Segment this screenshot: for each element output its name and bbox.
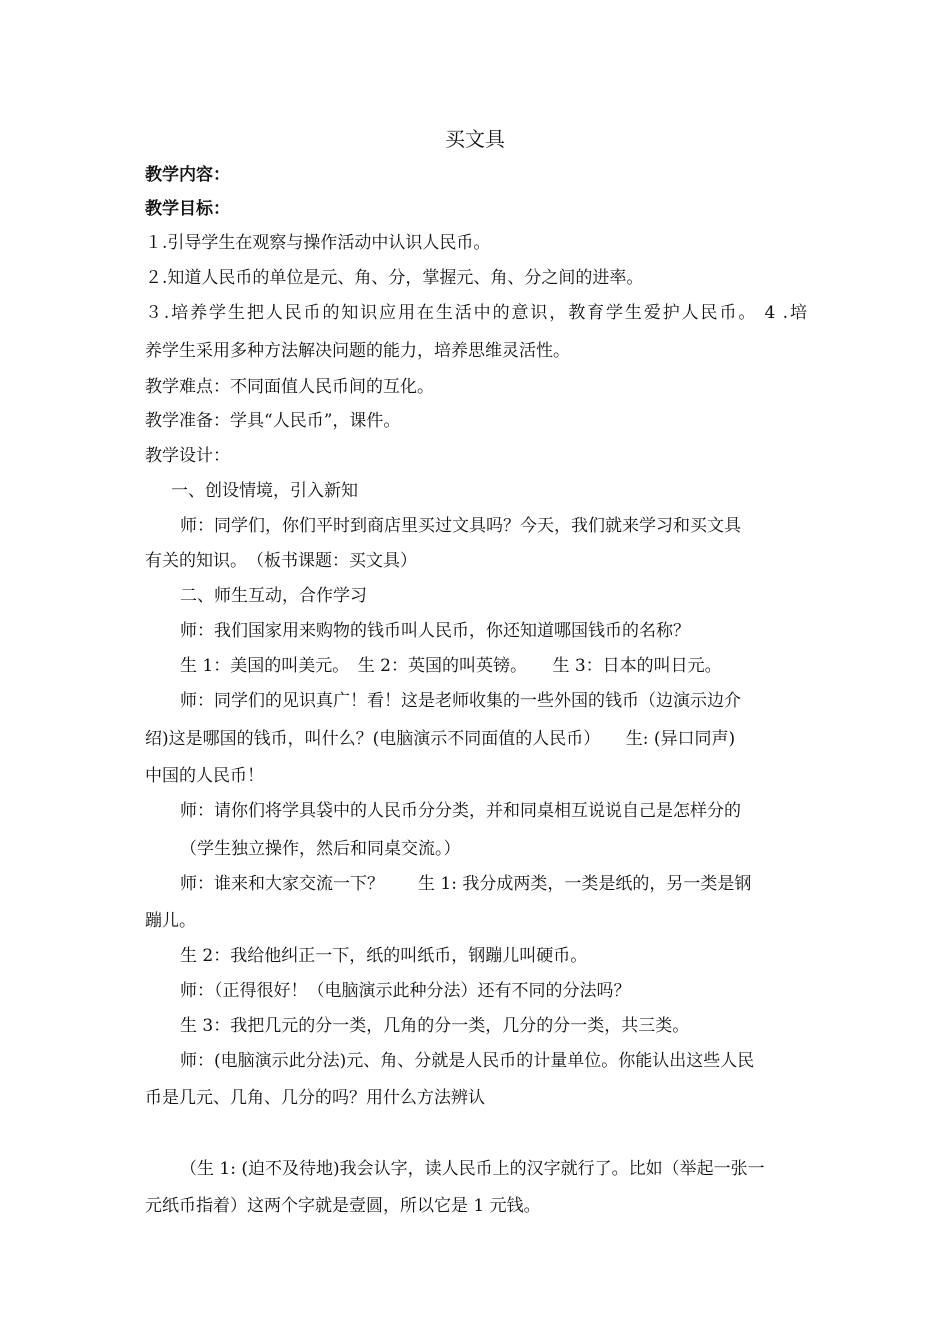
paragraph-1-line-1: 师：同学们，你们平时到商店里买过文具吗？今天，我们就来学习和买文具 [180,516,741,536]
goal-1: １.引导学生在观察与操作活动中认识人民币。 [145,233,491,253]
teaching-difficulty: 教学难点：不同面值人民币间的互化。 [145,377,434,397]
paragraph-6-line-2: 蹦儿。 [145,911,196,931]
paragraph-5-line-2: （学生独立操作，然后和同桌交流。） [180,839,461,859]
paragraph-11-line-1: （生 1: (迫不及待地)我会认字，读人民币上的汉字就行了。比如（举起一张一 [180,1159,765,1179]
paragraph-4-line-1: 师：同学们的见识真广！看！这是老师收集的一些外国的钱币（边演示边介 [180,691,741,711]
paragraph-9: 生 3：我把几元的分一类，几角的分一类，几分的分一类，共三类。 [180,1016,690,1036]
heading-content: 教学内容： [145,165,230,185]
paragraph-7: 生 2：我给他纠正一下，纸的叫纸币，钢蹦儿叫硬币。 [180,946,588,966]
section-2-heading: 二、师生互动，合作学习 [180,586,367,606]
paragraph-5-line-1: 师：请你们将学具袋中的人民币分分类，并和同桌相互说说自己是怎样分的 [180,801,741,821]
teaching-design: 教学设计： [145,446,230,466]
paragraph-3: 生 1：美国的叫美元。 生 2：英国的叫英镑。 生 3：日本的叫日元。 [180,656,722,676]
teaching-preparation: 教学准备：学具“人民币”，课件。 [145,411,401,431]
paragraph-4-line-2: 绍)这是哪国的钱币，叫什么？(电脑演示不同面值的人民币） 生: (异口同声) [145,729,736,749]
heading-goals: 教学目标： [145,199,230,219]
goal-2: ２.知道人民币的单位是元、角、分，掌握元、角、分之间的进率。 [145,268,644,288]
paragraph-10-line-2: 币是几元、几角、几分的吗？用什么方法辨认 [145,1088,485,1108]
document-title: 买文具 [445,127,505,151]
paragraph-8: 师：（正得很好！（电脑演示此种分法）还有不同的分法吗？ [180,981,631,1001]
goal-3-line-2: 养学生采用多种方法解决问题的能力，培养思维灵活性。 [145,341,570,361]
section-1-heading: 一、创设情境，引入新知 [171,481,358,501]
paragraph-1-line-2: 有关的知识。 （板书课题：买文具） [145,551,417,571]
paragraph-2: 师：我们国家用来购物的钱币叫人民币，你还知道哪国钱币的名称？ [180,621,690,641]
paragraph-4-line-3: 中国的人民币！ [145,766,264,786]
paragraph-10-line-1: 师：(电脑演示此分法)元、角、分就是人民币的计量单位。你能认出这些人民 [180,1051,755,1071]
paragraph-6-line-1: 师：谁来和大家交流一下？ 生 1: 我分成两类，一类是纸的，另一类是钢 [180,874,752,894]
paragraph-11-line-2: 元纸币指着）这两个字就是壹圆，所以它是 1 元钱。 [145,1196,541,1216]
goal-3-line-1: ３.培养学生把人民币的知识应用在生活中的意识，教育学生爱护人民币。 4 .培 [145,303,807,323]
